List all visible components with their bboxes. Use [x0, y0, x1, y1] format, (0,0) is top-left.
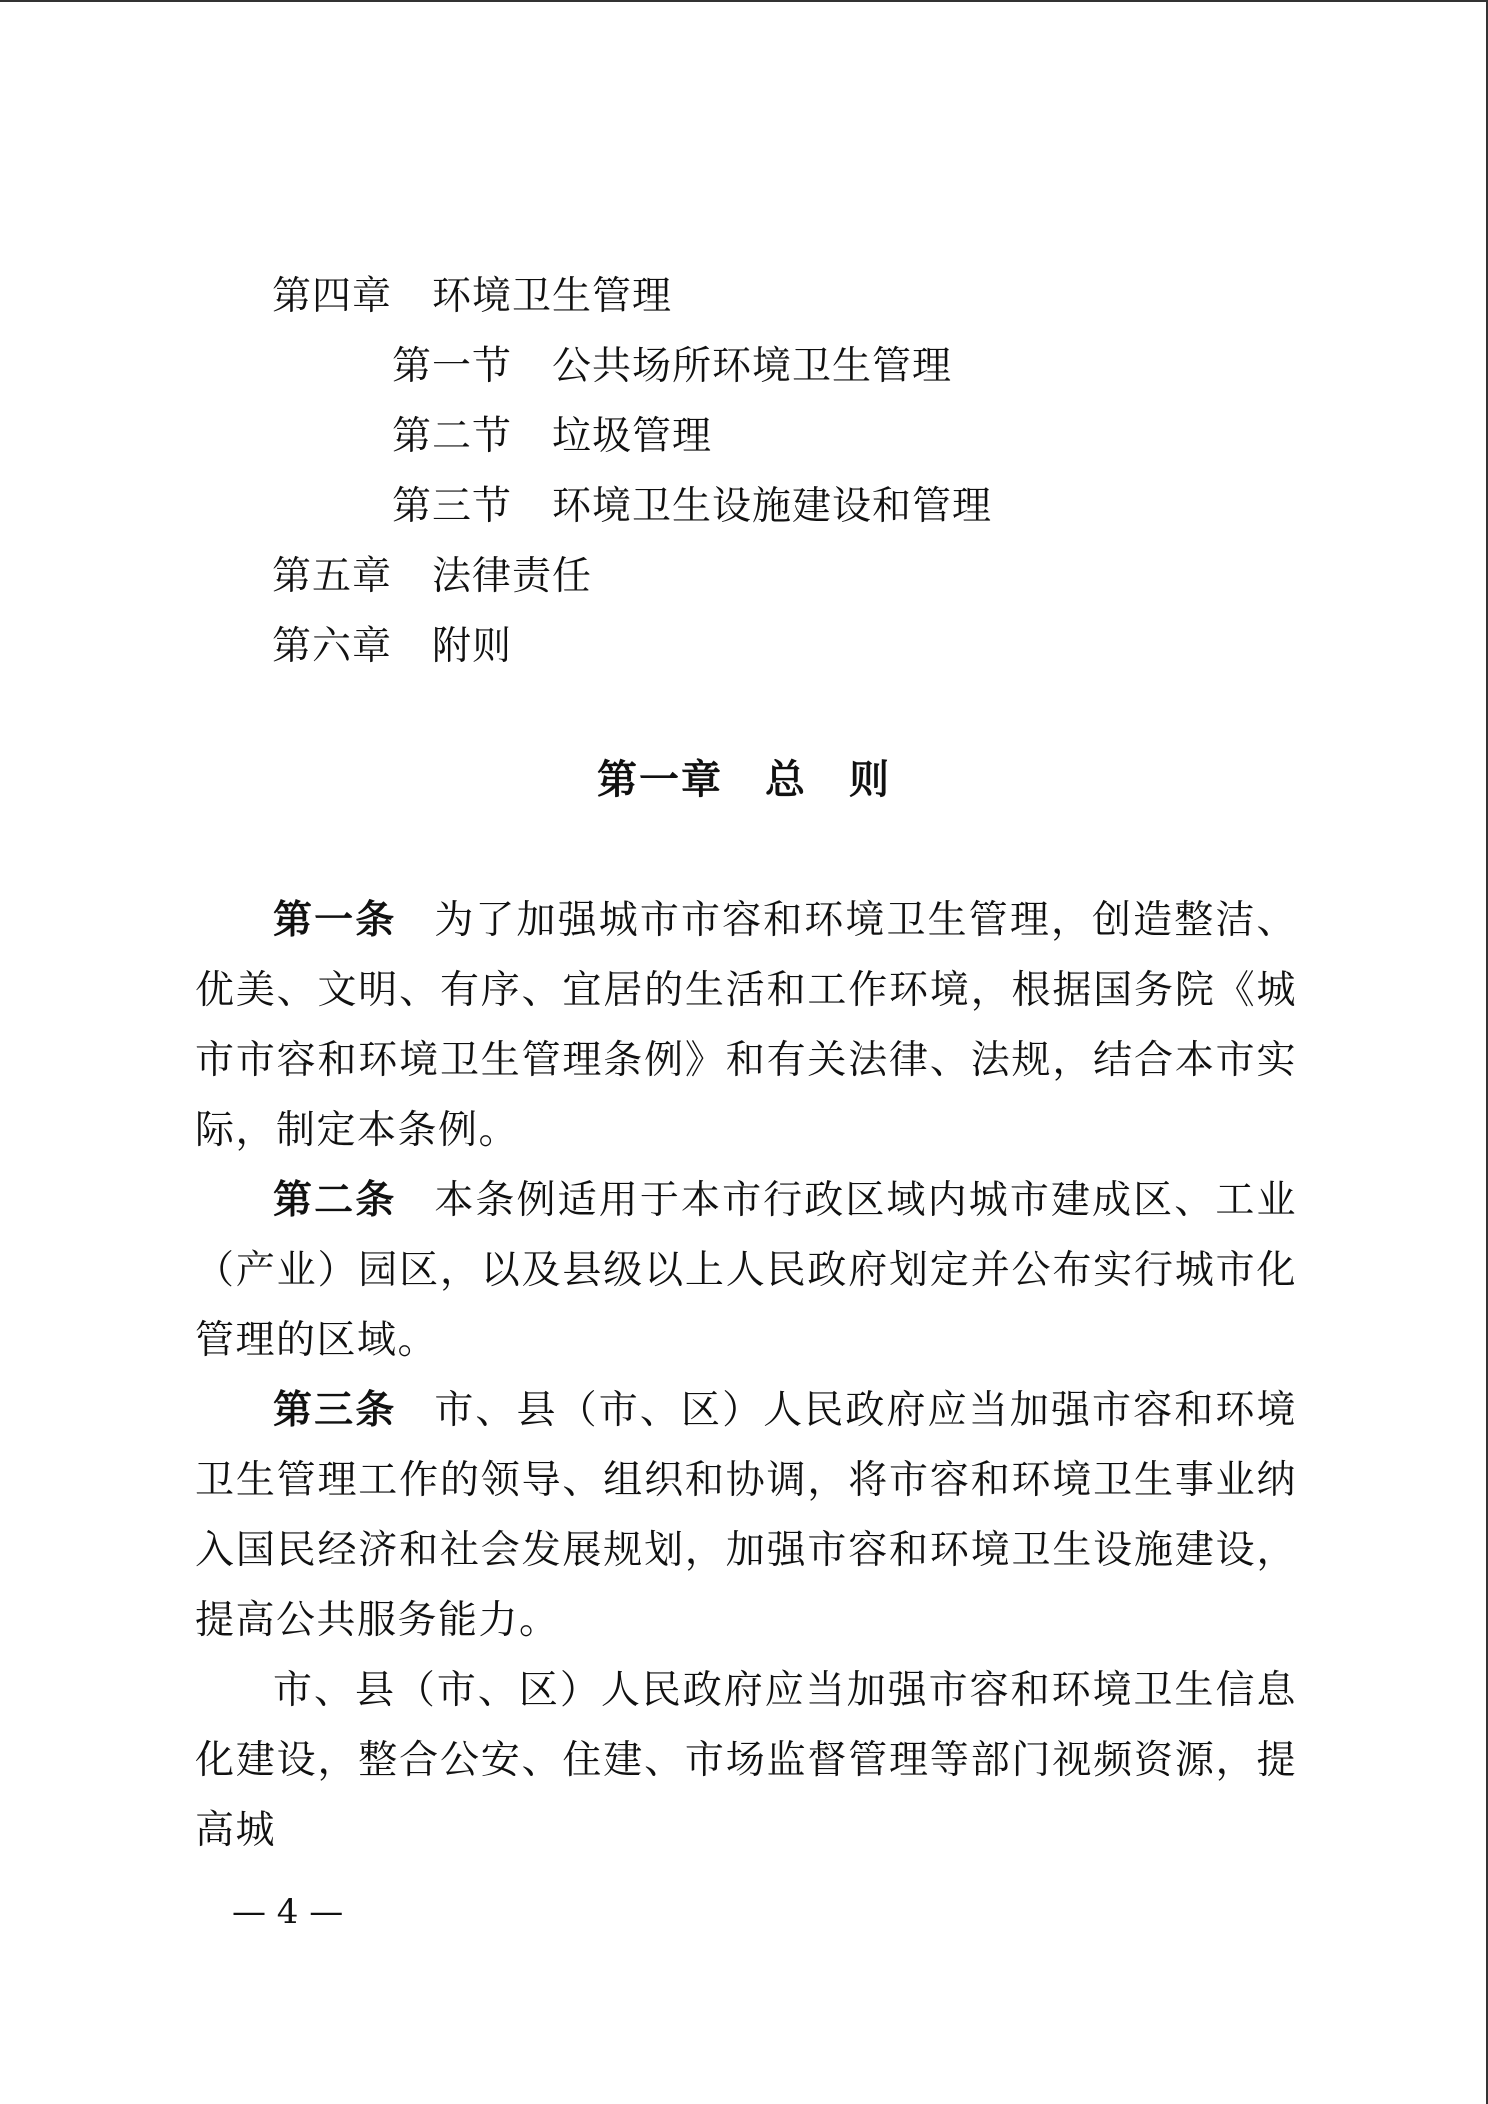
page-top-edge [0, 0, 1488, 2]
toc-title: 垃圾管理 [552, 414, 713, 459]
article-text: 为了加强城市市容和环境卫生管理，创造整洁、优美、文明、有序、宜居的生活和工作环境，根据国务院《城市市容和环境卫生管理条例》和有关法律、法规，结合本市实际，制定本条例。 [195, 898, 1297, 1153]
toc-title: 公共场所环境卫生管理 [552, 344, 953, 389]
article-number: 第三条 [273, 1388, 397, 1433]
toc-label: 第一节 [392, 344, 513, 389]
toc-section-3 [272, 472, 1272, 542]
chapter-heading: 第一章 总 则 [597, 757, 891, 803]
article-paragraph [195, 886, 1297, 1166]
toc-section-1 [272, 332, 1272, 402]
toc-title: 环境卫生设施建设和管理 [552, 484, 993, 529]
page-number: — 4 — [232, 1892, 344, 1932]
toc-label: 第三节 [392, 484, 513, 529]
toc-section-2 [272, 402, 1272, 472]
toc-label: 第六章 [272, 624, 393, 669]
body-text [195, 886, 1297, 1866]
toc-label: 第二节 [392, 414, 513, 459]
toc-title: 环境卫生管理 [432, 274, 673, 319]
toc-title: 附则 [432, 624, 513, 669]
article-paragraph [195, 1376, 1297, 1656]
article-paragraph [195, 1166, 1297, 1376]
article-number: 第二条 [273, 1178, 397, 1223]
article-text: 本条例适用于本市行政区域内城市建成区、工业（产业）园区，以及县级以上人民政府划定并公布实行城市化管理的区域。 [195, 1178, 1297, 1363]
paragraph-text: 市、县（市、区）人民政府应当加强市容和环境卫生信息化建设，整合公安、住建、市场监督管理等部门视频资源，提高城 [195, 1668, 1297, 1853]
toc-title: 法律责任 [432, 554, 593, 599]
toc-chapter-4 [272, 262, 1272, 332]
table-of-contents [272, 262, 1272, 682]
toc-label: 第四章 [272, 274, 393, 319]
toc-chapter-5 [272, 542, 1272, 612]
article-text: 市、县（市、区）人民政府应当加强市容和环境卫生管理工作的领导、组织和协调，将市容和环境卫生事业纳入国民经济和社会发展规划，加强市容和环境卫生设施建设，提高公共服务能力。 [195, 1388, 1297, 1643]
article-number: 第一条 [273, 898, 397, 943]
toc-label: 第五章 [272, 554, 393, 599]
toc-chapter-6 [272, 612, 1272, 682]
continuation-paragraph [195, 1656, 1297, 1866]
